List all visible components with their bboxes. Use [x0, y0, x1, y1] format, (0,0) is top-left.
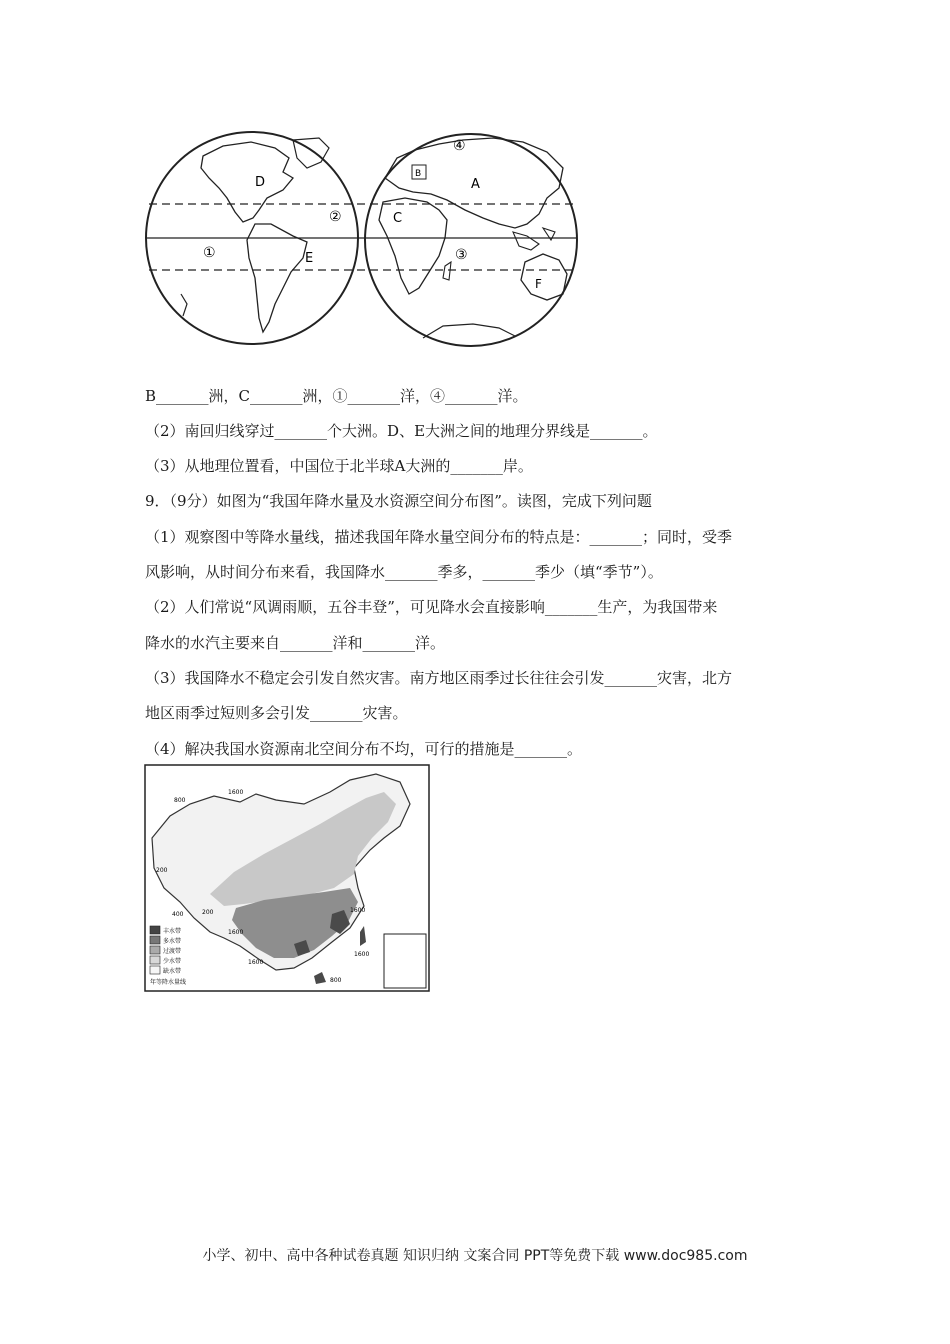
- question-9-1-line-b: 风影响，从时间分布来看，我国降水_______季多，_______季少（填“季节”）。: [145, 563, 663, 581]
- legend-1: 丰水带: [163, 928, 182, 935]
- question-9-3-line-a: （3）我国降水不稳定会引发自然灾害。南方地区雨季过长往往会引发_______灾害，北方: [145, 669, 733, 687]
- contour-label: 1600: [228, 789, 244, 796]
- contour-label: 1600: [248, 959, 264, 966]
- question-9-1-line-a: （1）观察图中等降水量线，描述我国年降水量空间分布的特点是：_______；同时，受季: [145, 528, 733, 546]
- eastern-hemisphere: [365, 134, 577, 346]
- question-9-title: 9．（9分）如图为“我国年降水量及水资源空间分布图”。读图，完成下列问题: [145, 492, 652, 510]
- label-a: A: [471, 177, 480, 192]
- question-8-2: （2）南回归线穿过_______个大洲。D、E大洲之间的地理分界线是_______。: [145, 422, 658, 440]
- label-b: B: [415, 169, 422, 179]
- contour-label: 200: [202, 909, 214, 916]
- label-ocean-4: ④: [453, 138, 466, 154]
- world-hemispheres-map: [143, 128, 583, 352]
- contour-label: 1600: [350, 907, 366, 914]
- contour-label: 400: [172, 911, 184, 918]
- page-footer: 小学、初中、高中各种试卷真题 知识归纳 文案合同 PPT等免费下载 www.doc985.com: [202, 1248, 748, 1264]
- label-ocean-1: ①: [203, 245, 216, 261]
- question-8-3: （3）从地理位置看，中国位于北半球A大洲的_______岸。: [145, 457, 533, 475]
- legend-2: 多水带: [163, 938, 182, 945]
- legend-4: 少水带: [163, 958, 182, 965]
- label-ocean-2: ②: [329, 209, 342, 225]
- contour-label: 1600: [228, 929, 244, 936]
- label-c: C: [393, 211, 403, 226]
- question-9-2-line-a: （2）人们常说“风调雨顺，五谷丰登”，可见降水会直接影响_______生产，为我国带来: [145, 598, 718, 616]
- contour-label: 1600: [354, 951, 370, 958]
- label-e: E: [305, 251, 314, 266]
- south-china-sea-inset: [384, 934, 426, 988]
- contour-label: 800: [174, 797, 186, 804]
- legend-5: 缺水带: [163, 968, 182, 975]
- legend-3: 过渡带: [163, 948, 182, 955]
- china-precipitation-map: [144, 764, 430, 992]
- label-d: D: [255, 175, 266, 190]
- label-ocean-3: ③: [455, 247, 468, 263]
- contour-label: 800: [330, 977, 342, 984]
- question-8-1-answer-line: B_______洲，C_______洲，①_______洋，④_______洋。: [145, 387, 528, 405]
- question-9-3-line-b: 地区雨季过短则多会引发_______灾害。: [145, 704, 408, 722]
- question-9-2-line-b: 降水的水汽主要来自_______洋和_______洋。: [145, 634, 446, 652]
- label-f: F: [535, 277, 542, 291]
- question-9-4: （4）解决我国水资源南北空间分布不均，可行的措施是_______。: [145, 740, 583, 758]
- contour-label: 200: [156, 867, 168, 874]
- legend-6: 年等降水量线: [150, 979, 187, 986]
